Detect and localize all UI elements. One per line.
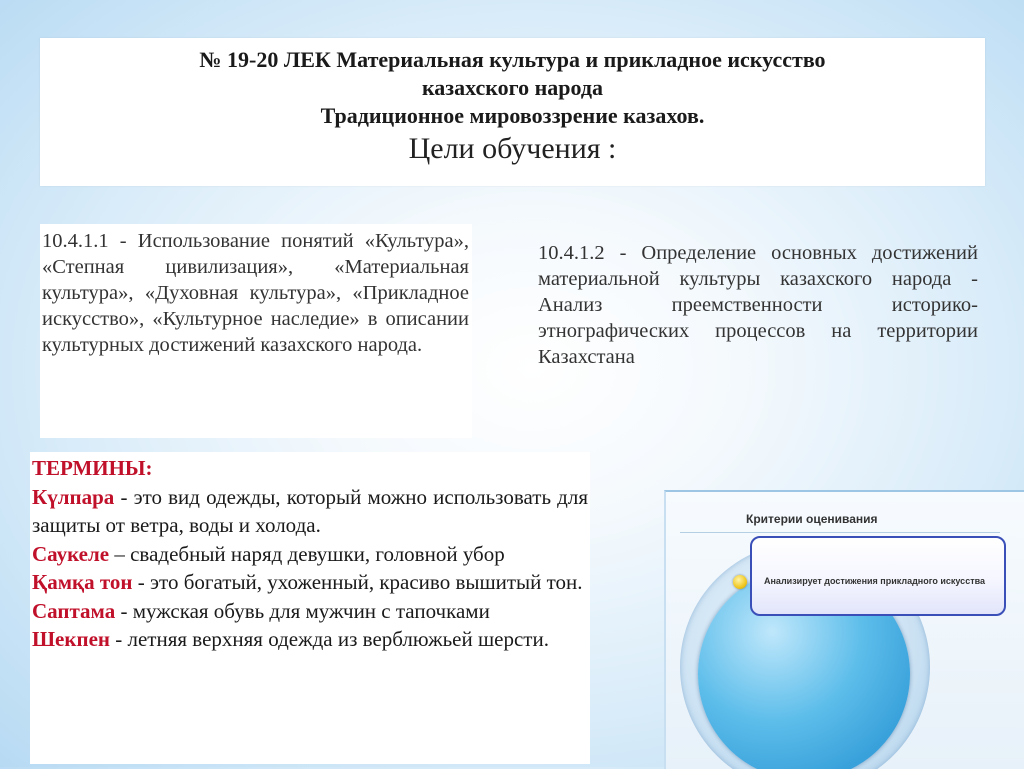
term-word: Шекпен — [32, 627, 111, 651]
goals-title: Цели обучения : — [408, 132, 617, 165]
term-definition: - это вид одежды, который можно использовать для защиты от ветра, воды и холода. — [32, 484, 588, 537]
term-word: Саптама — [32, 598, 116, 623]
terms-box — [30, 452, 590, 764]
term-word: Саукеле — [32, 541, 110, 566]
criteria-divider — [680, 532, 1000, 533]
term-item — [32, 568, 588, 597]
goal-text-right: 10.4.1.2 - Определение основных достижений материальной культуры казахского народа - Анализ преемственности историко-этнографических процессов на территории Казахстана — [538, 242, 978, 368]
lecture-subtitle: Традиционное мировоззрение казахов. — [320, 103, 705, 128]
term-item — [32, 483, 588, 540]
term-item — [32, 597, 588, 626]
term-item — [32, 540, 588, 569]
criteria-item: Анализирует достижения прикладного искусства — [750, 536, 1006, 616]
term-definition: – свадебный наряд девушки, головной убор — [109, 541, 505, 566]
goal-text-left: 10.4.1.1 - Использование понятий «Культура», «Степная цивилизация», «Материальная культура», «Духовная культура», «Прикладное искусство», «Культурное наследие» в описании культурных достижений казахского народа. — [40, 224, 472, 438]
criteria-title: Критерии оценивания — [746, 512, 878, 526]
yellow-dot-icon — [733, 575, 747, 589]
term-item — [32, 625, 588, 654]
term-definition: - мужская обувь для мужчин с тапочками — [115, 598, 490, 623]
term-word: Күлпара — [32, 484, 115, 509]
lecture-title-line-2: казахского народа — [421, 75, 604, 100]
terms-heading: ТЕРМИНЫ: — [32, 456, 153, 480]
term-word: Қамқа тон — [32, 570, 133, 594]
term-definition: - летняя верхняя одежда из верблюжьей шерсти. — [110, 627, 549, 651]
criteria-panel — [664, 490, 1024, 769]
lecture-title-line-1: № 19-20 ЛЕК Материальная культура и прикладное искусство — [199, 47, 826, 72]
term-definition: - это богатый, ухоженный, красиво вышитый тон. — [132, 570, 583, 594]
title-box — [40, 38, 985, 186]
